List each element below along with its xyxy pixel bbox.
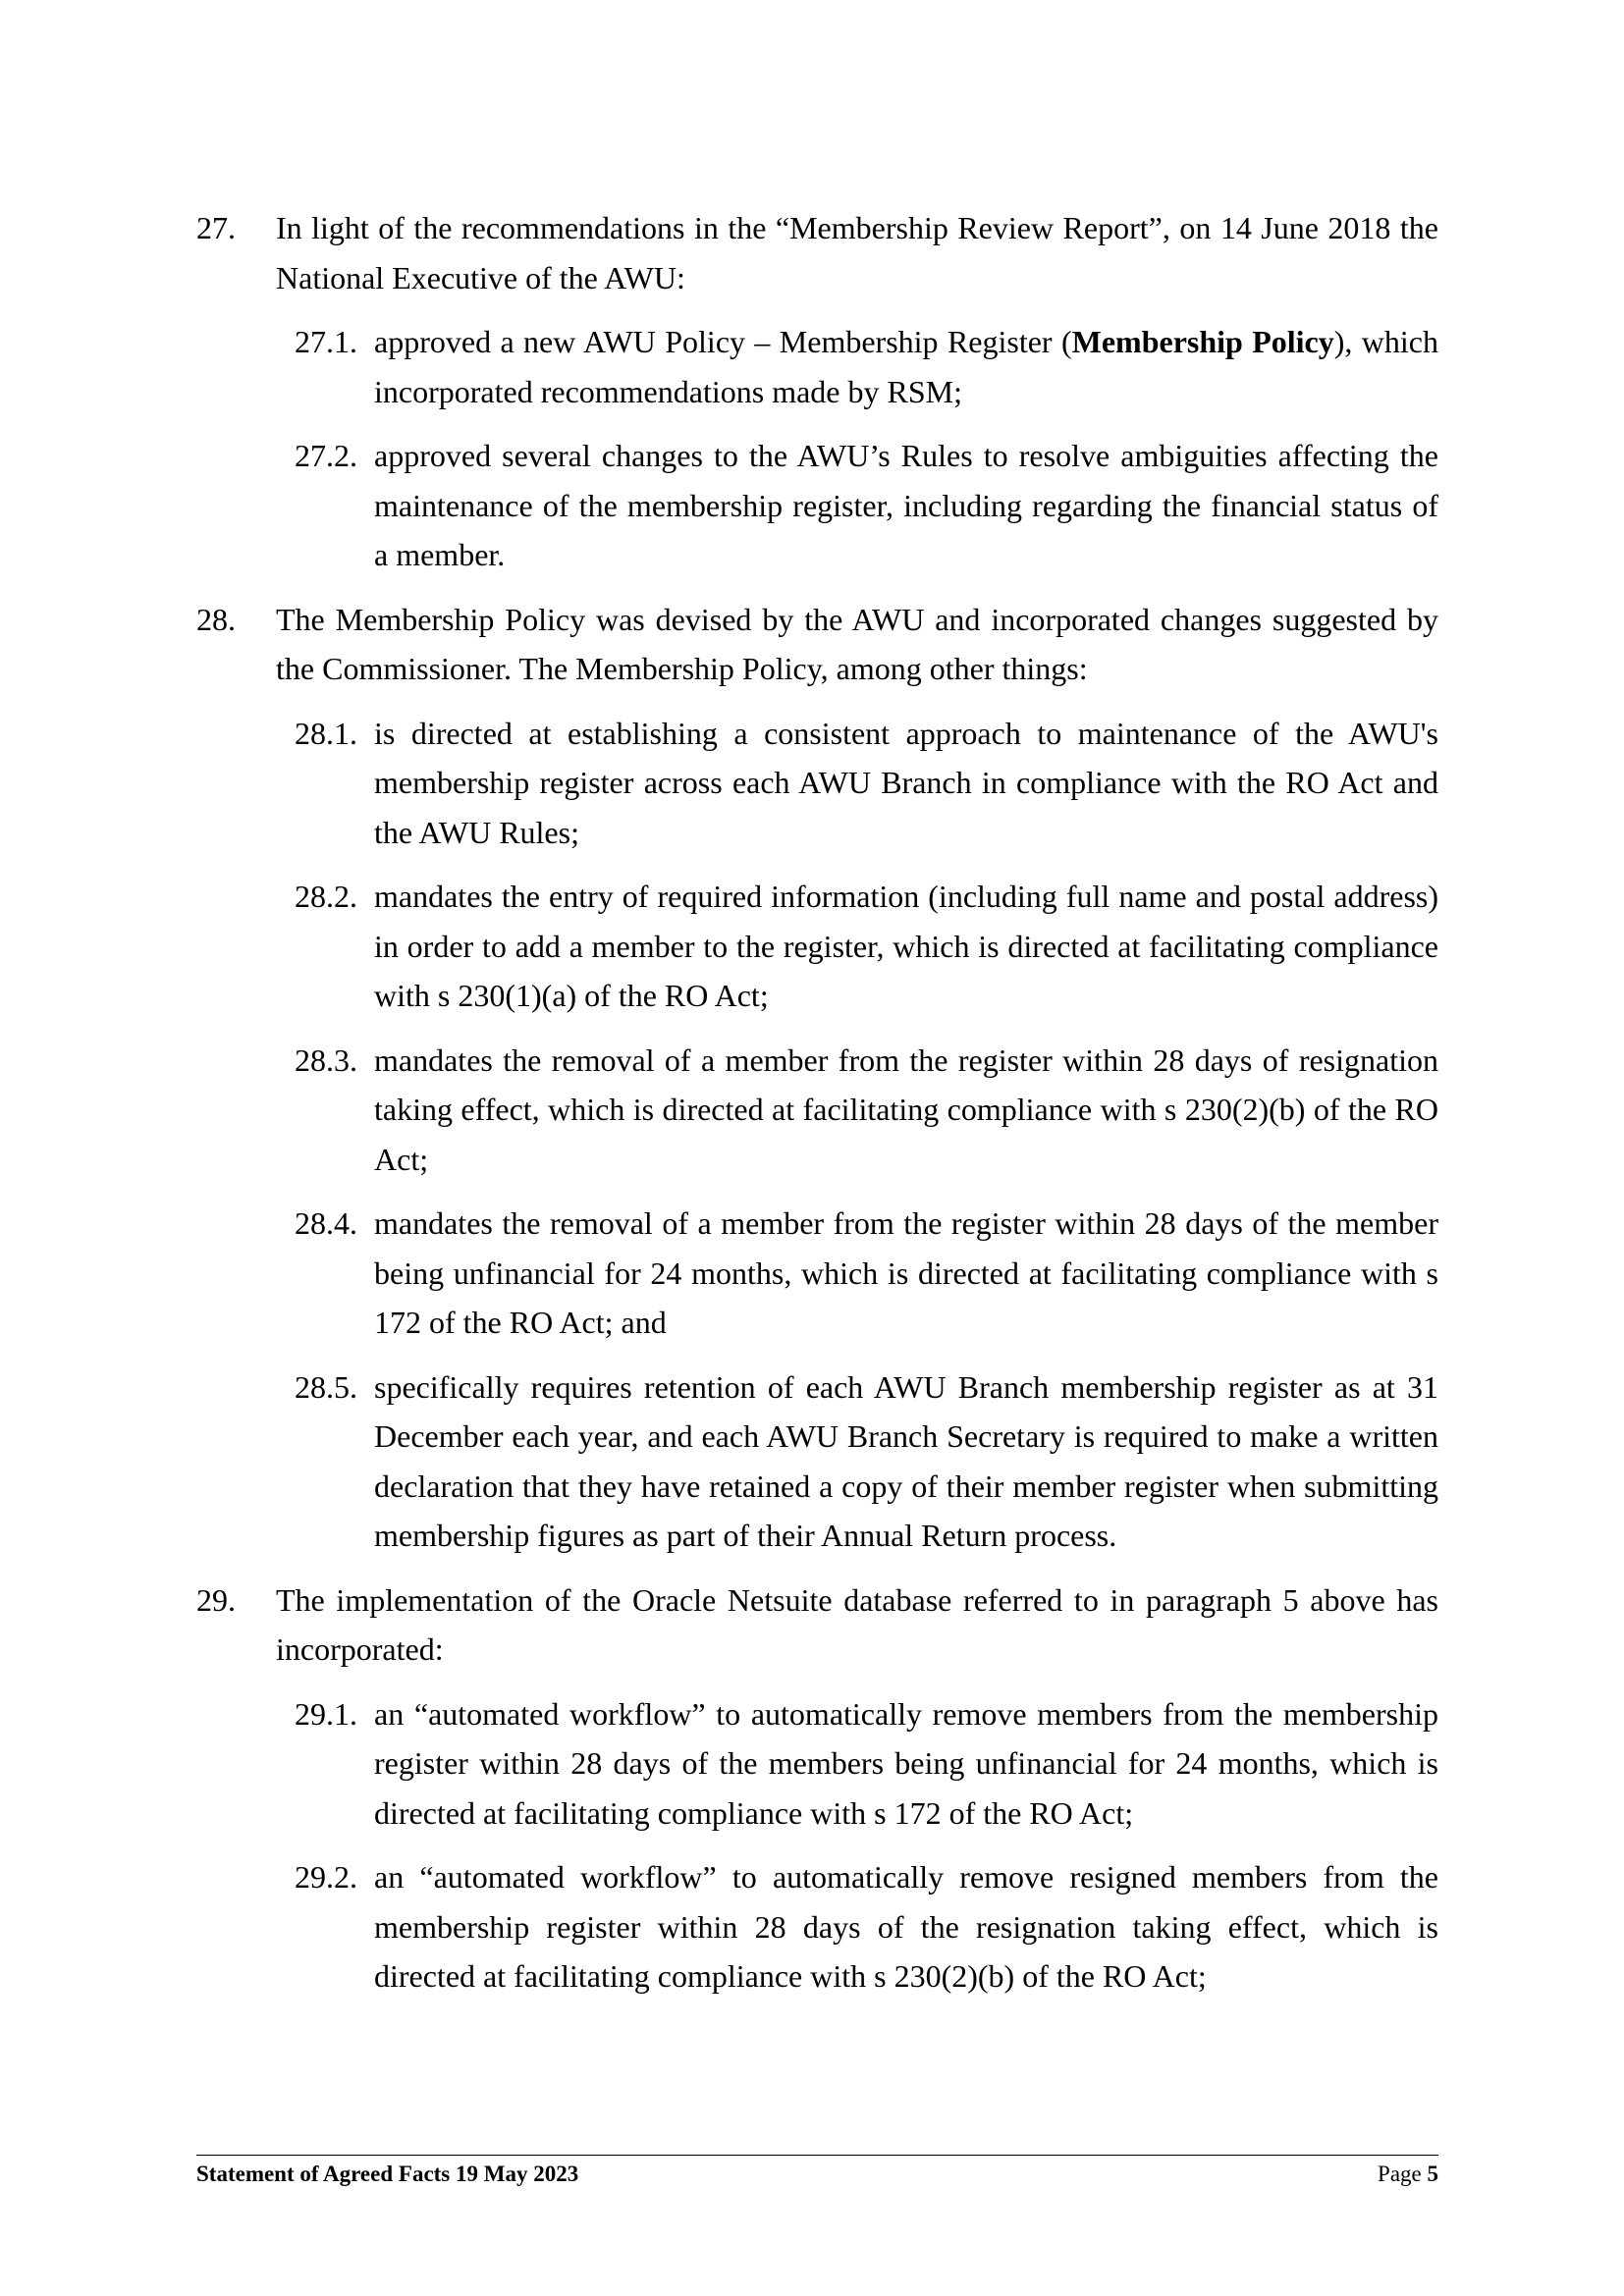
subparagraph-text: an “automated workflow” to automatically remove resigned members from the membership register within 28 days of the resignation taking effect, which is directed at facilitating compliance with s 230(2)(b) of the RO Act; [374, 1859, 1438, 1994]
subparagraph-28-3 [196, 1036, 1438, 1185]
subparagraph-number: 28.1. [295, 715, 357, 751]
subparagraph-number: 29.2. [295, 1859, 357, 1895]
subparagraph-28-5 [196, 1362, 1438, 1561]
subparagraph-number: 28.5. [295, 1368, 357, 1405]
subparagraph-text: an “automated workflow” to automatically remove members from the membership register within 28 days of the members being unfinancial for 24 months, which is directed at facilitating compliance with s 172 of the RO Act; [374, 1695, 1438, 1831]
subparagraph-text: mandates the removal of a member from the register within 28 days of the member being unfinancial for 24 months, which is directed at facilitating compliance with s 172 of the RO Act; and [374, 1205, 1438, 1340]
paragraph-28 [196, 595, 1438, 694]
footer-page-indicator [1378, 2158, 1438, 2191]
subparagraph-27-2 [196, 431, 1438, 580]
paragraph-text: The Membership Policy was devised by the AWU and incorporated changes suggested by the Commissioner. The Membership Policy, among other things: [276, 601, 1438, 686]
defined-term-membership-policy: Membership Policy [1071, 324, 1334, 359]
subparagraph-text [374, 324, 1438, 409]
paragraph-29 [196, 1575, 1438, 1675]
subparagraph-text: is directed at establishing a consistent approach to maintenance of the AWU's membership register across each AWU Branch in compliance with the RO Act and the AWU Rules; [374, 715, 1438, 850]
subparagraph-text: approved several changes to the AWU’s Rules to resolve ambiguities affecting the maintenance of the membership register, including regarding the financial status of a member. [374, 438, 1438, 572]
footer-divider [196, 2155, 1438, 2156]
subparagraph-28-2 [196, 872, 1438, 1021]
subparagraph-29-2 [196, 1852, 1438, 2002]
footer-document-title: Statement of Agreed Facts 19 May 2023 [196, 2162, 579, 2186]
subparagraph-28-4 [196, 1199, 1438, 1348]
subparagraph-29-1 [196, 1689, 1438, 1839]
subparagraph-text-pre: approved a new AWU Policy – Membership Register ( [374, 324, 1072, 359]
paragraph-number: 27. [196, 210, 236, 245]
subparagraph-27-1 [196, 317, 1438, 416]
page-footer [196, 2158, 1438, 2191]
subparagraph-number: 28.2. [295, 879, 357, 914]
footer-page-label: Page [1378, 2162, 1422, 2186]
document-body [196, 203, 1438, 2016]
subparagraph-number: 28.4. [295, 1205, 357, 1241]
subparagraph-number: 27.2. [295, 438, 357, 473]
subparagraph-text-post: ), which incorporated recommendations made by RSM; [374, 324, 1438, 409]
subparagraph-text: mandates the entry of required information (including full name and postal address) in order to add a member to the register, which is directed at facilitating compliance with s 230(1)(a) of the RO Act; [374, 879, 1438, 1013]
subparagraph-text: specifically requires retention of each AWU Branch membership register as at 31 December each year, and each AWU Branch Secretary is required to make a written declaration that they have retained a copy of their member register when submitting membership figures as part of their Annual Return process. [374, 1368, 1438, 1553]
subparagraph-number: 28.3. [295, 1041, 357, 1078]
footer-page-number: 5 [1427, 2162, 1438, 2186]
subparagraph-number: 29.1. [295, 1695, 357, 1732]
paragraph-27 [196, 203, 1438, 302]
subparagraph-28-1 [196, 709, 1438, 858]
paragraph-text: In light of the recommendations in the “Membership Review Report”, on 14 June 2018 the National Executive of the AWU: [276, 210, 1438, 295]
paragraph-number: 28. [196, 601, 236, 637]
paragraph-number: 29. [196, 1581, 236, 1618]
subparagraph-text: mandates the removal of a member from the register within 28 days of resignation taking effect, which is directed at facilitating compliance with s 230(2)(b) of the RO Act; [374, 1041, 1438, 1177]
subparagraph-number: 27.1. [295, 324, 357, 359]
paragraph-text: The implementation of the Oracle Netsuite database referred to in paragraph 5 above has incorporated: [276, 1581, 1438, 1667]
